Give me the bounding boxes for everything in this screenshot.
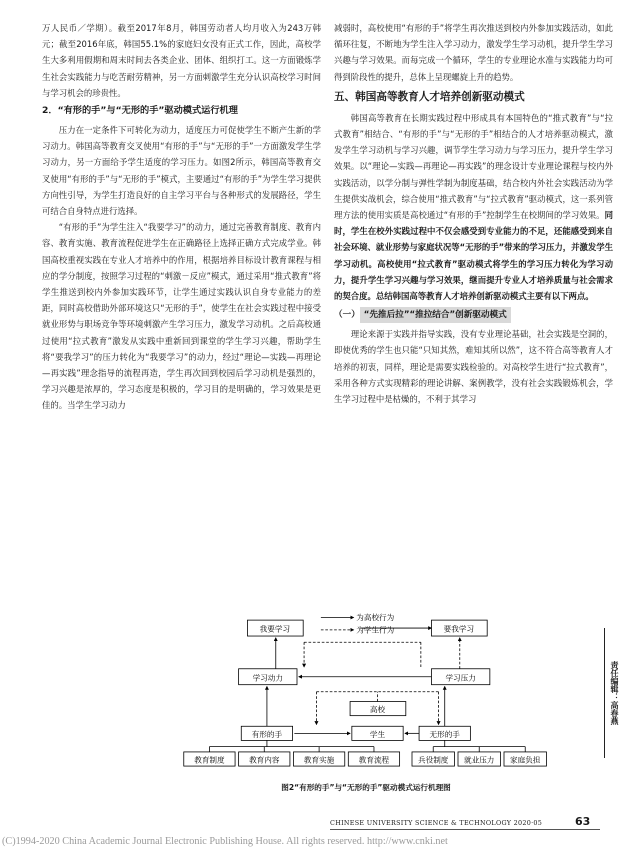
- paragraph: 理论来源于实践并指导实践，没有专业理论基础，社会实践是空洞的，即使优秀的学生也只能“只知其然，难知其所以然”，这不符合高等教育人才培养的初衷，同样，理论是需要实践检验的。对高校学生进行“拉式教育”，采用各种方式实现精彩的理论讲解、案例教学，没有社会实践锻炼机会，学生学习过程中是枯燥的，不利于其学习: [334, 329, 613, 405]
- right-column: [334, 20, 613, 407]
- paragraph: 压力在一定条件下可转化为动力，适度压力可促使学生不断产生新的学习动力。韩国高等教育交叉使用“有形的手”与“无形的手”一方面激发学生学习动力，另一方面给予学生适度的学习压力。如图2所示，韩国高等教育交叉使用“有形的手”与“无形的手”模式，主要通过“有形的手”为学生学习提供方向性引导，为学生打造良好的自主学习平台与各种形式的发展路径，学生可结合自身特点进行选择。: [42, 125, 321, 217]
- label-pressure: 学习压力: [445, 673, 476, 683]
- paragraph: 减弱时，高校使用“有形的手”将学生再次推送到校内外参加实践活动，如此循环往复，不断地为学生注入学习动力，激发学生学习动机，提升学生学习兴趣与学习效果。而每完成一个循环，学生的专业理论水准与实践能力均可得到阶段性的提升，总体上呈现螺旋上升的趋势。: [334, 23, 613, 82]
- page-number: 63: [575, 815, 591, 828]
- footer-rule: [330, 829, 600, 830]
- label-visible-hand: 有形的手: [251, 729, 283, 739]
- leaf-label: 兵役制度: [418, 755, 449, 765]
- leaf-label: 教育实施: [303, 755, 335, 765]
- figure-caption: 图2“有形的手”与“无形的手”驱动模式运行机理图: [281, 783, 451, 792]
- label-student: 学生: [369, 729, 386, 739]
- legend-university: 为高校行为: [356, 613, 395, 623]
- journal-name: CHINESE UNIVERSITY SCIENCE & TECHNOLOGY 2020·05: [330, 819, 543, 827]
- sub-heading-text: “先推后拉”“推拉结合”创新驱动模式: [360, 307, 511, 323]
- editor-sidebar: 责任编辑：高春燕: [604, 628, 620, 758]
- figure-2: [182, 600, 550, 805]
- leaf-label: 教育流程: [358, 755, 390, 765]
- label-made-to-learn: 要我学习: [443, 624, 475, 634]
- section-title: 五、韩国高等教育人才培养创新驱动模式: [334, 90, 525, 103]
- sub-heading: [334, 307, 613, 323]
- paragraph: [334, 110, 613, 304]
- leaf-label: 家庭负担: [510, 755, 541, 765]
- section-heading: 2．“有形的手”与“无形的手”驱动模式运行机理: [42, 105, 238, 117]
- paragraph: 万人民币／学期）。截至2017年8月，韩国劳动者人均月收入为243万韩元；截至2016年底，韩国55.1%的家庭妇女没有正式工作，因此，高校学生大多利用假期和周末时间去各类企业、团体、组织打工。这一方面锻炼学生社会实践能力与吃苦耐劳精神，另一方面刺激学生充分认识高校学习时间与学习机会的珍贵性。: [42, 23, 321, 98]
- left-column: [42, 20, 321, 414]
- label-university: 高校: [369, 705, 386, 715]
- paragraph-bold: 同时，学生在校外实践过程中不仅会感受到专业能力的不足，还能感受到来自社会环境、就业形势与家庭状况等“无形的手”带来的学习压力，并激发学生学习动机。高校使用“拉式教育”驱动模式将学生的学习压力转化为学习动力，提升学生学习兴趣与学习效果，继而提升专业人才培养质量与社会需求的契合度。总结韩国高等教育人才培养创新驱动模式主要有以下两点。: [334, 210, 614, 302]
- label-invisible-hand: 无形的手: [429, 729, 460, 739]
- sub-heading-number: （一）: [334, 310, 360, 321]
- label-motivation: 学习动力: [252, 673, 283, 683]
- copyright-watermark: (C)1994-2020 China Academic Journal Electronic Publishing House. All rights reserved. http://www.cnki.net: [2, 836, 448, 847]
- mechanism-diagram: [182, 600, 550, 780]
- paragraph: “有形的手”为学生注入“我要学习”的动力，通过完善教育制度、教育内容、教育实施、教育流程促进学生在正确路径上选择正确方式完成学业。韩国高校重视实践在专业人才培养中的作用，根据培养目标设计教育课程与相应的学分制度，按照学习过程的“刺激－反应”模式，通过采用“推式教育”将学生推送到校内外参加实践环节，让学生通过实践认识自身专业能力的差距，同时高校借助外部环境这只“无形的手”，使学生在社会实践过程中接受就业形势与职场竞争等环境刺激产生学习压力，激发学习动机。之后高校通过使用“拉式教育”激发从实践中重新回到课堂的学生学习兴趣，帮助学生将“要我学习”的压力转化为“我要学习”的动力，经过“理论—实践—再理论—再实践”理念指导的流程再造，学生再次回到校园后学习动机是强烈的，学习兴趣是浓厚的，学习态度是积极的，学习目的是明确的，学习效果是更佳的。当学生学习动力: [42, 222, 321, 411]
- legend-student: 为学生行为: [356, 625, 395, 635]
- paragraph-normal: 韩国高等教育在长期实践过程中形成具有本国特色的“推式教育”与“拉式教育”相结合、“有形的手”与“无形的手”相结合的人才培养驱动模式，激发学生学习动机与学习兴趣，调节学生学习动力与学习压力，提升学生学习效果。以“理论—实践—再理论—再实践”的理念设计专业理论课程与校内外实践活动，以学分制与弹性学制为制度基础，结合校内外社会实践活动为学生提供实战机会，综合使用“推式教育”与“拉式教育”驱动模式，这一系列管理方法的使用实质是高校通过“有形的手”控制学生在校期间的学习效果。: [334, 112, 613, 221]
- leaf-label: 就业压力: [464, 755, 495, 765]
- label-want-to-learn: 我要学习: [259, 624, 291, 634]
- leaf-label: 教育内容: [249, 755, 280, 765]
- leaf-label: 教育制度: [194, 755, 225, 765]
